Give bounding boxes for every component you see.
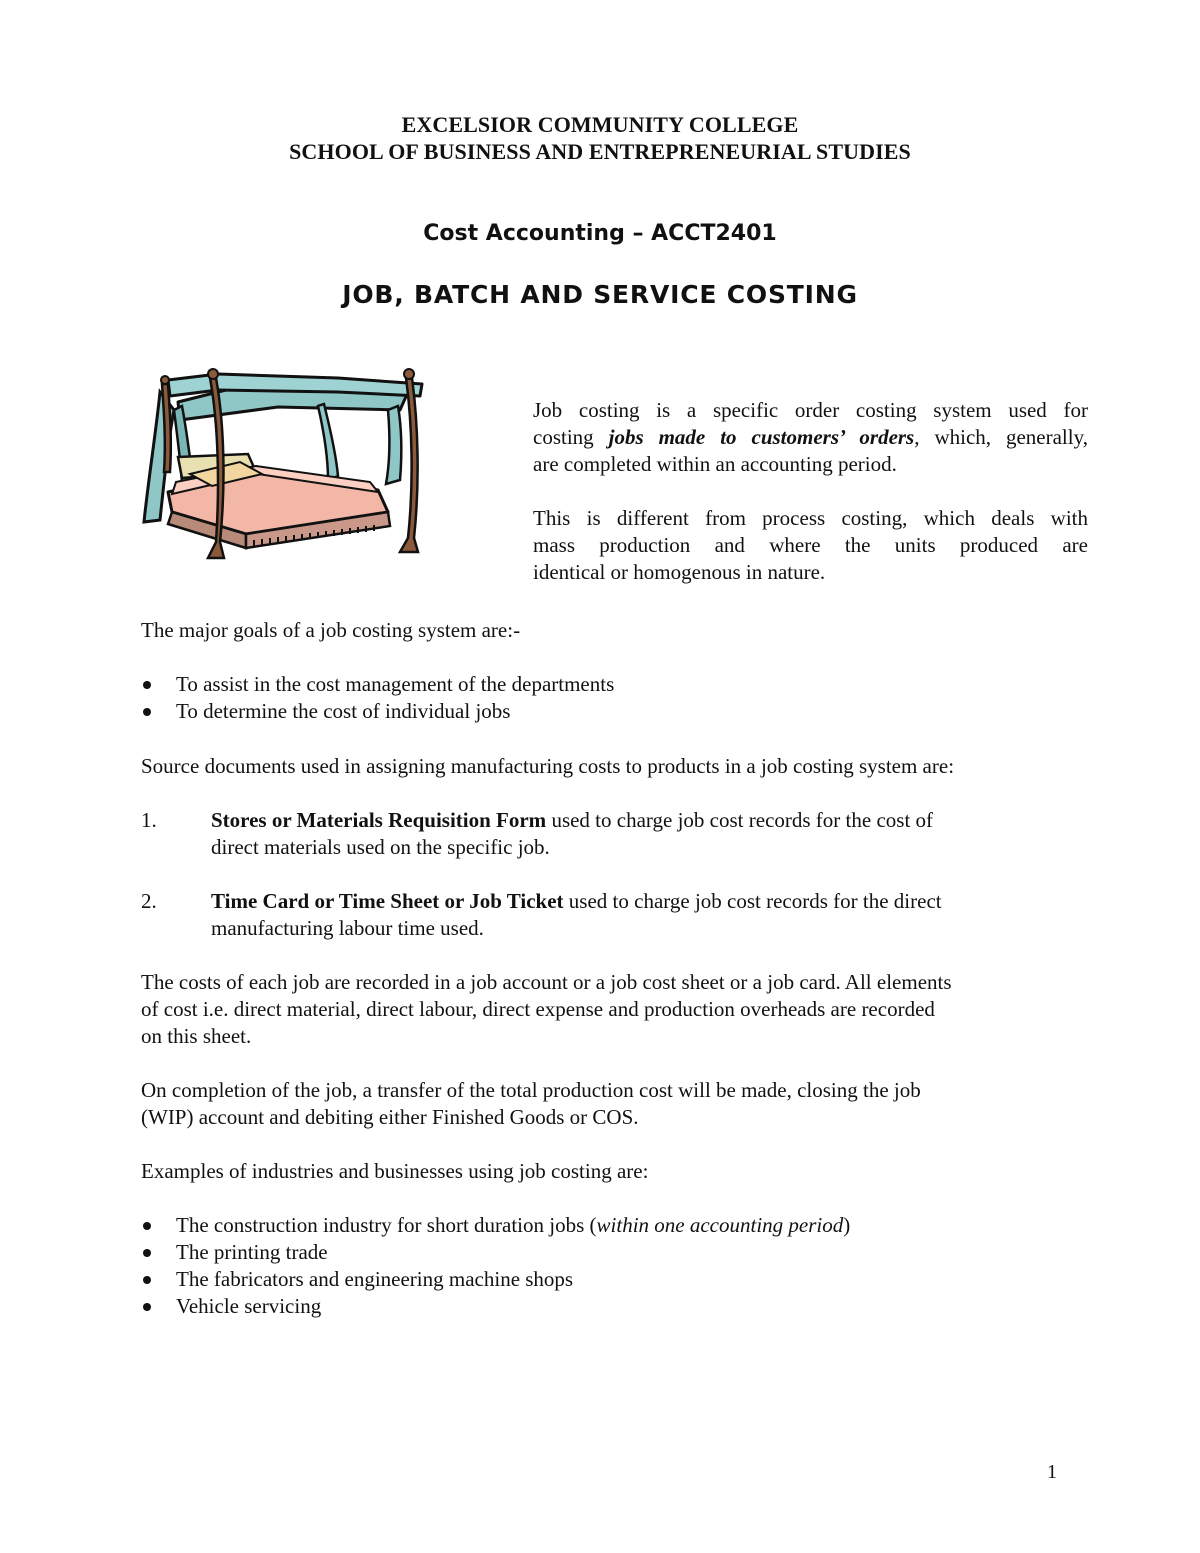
- page-number: 1: [1047, 1461, 1057, 1483]
- item-text: used to charge job cost records for the direct: [563, 889, 942, 913]
- goals-list: [141, 671, 614, 725]
- item-text: used to charge job cost records for the cost of: [546, 808, 934, 832]
- emphasis-text: within one accounting period: [596, 1213, 844, 1237]
- list-item-text: To assist in the cost management of the departments: [176, 672, 615, 696]
- institution-name: EXCELSIOR COMMUNITY COLLEGE: [401, 112, 799, 137]
- topic-title: JOB, BATCH AND SERVICE COSTING: [342, 280, 858, 309]
- item-number: 1.: [141, 808, 157, 832]
- list-item-text: The printing trade: [176, 1240, 328, 1264]
- emphasis-text: jobs made to customers’ orders: [608, 425, 915, 449]
- numbered-item: [141, 807, 1061, 861]
- intro-line: are completed within an accounting period.: [533, 452, 897, 476]
- bullet-icon: [143, 1249, 151, 1257]
- item-title: Stores or Materials Requisition Form: [211, 808, 547, 832]
- paragraph-line: (WIP) account and debiting either Finished Goods or COS.: [141, 1105, 639, 1129]
- list-item: [141, 1293, 850, 1320]
- list-item-text: ): [843, 1213, 851, 1237]
- bullet-icon: [143, 681, 151, 689]
- numbered-item: [141, 888, 1061, 942]
- list-item-text: To determine the cost of individual jobs: [176, 699, 511, 723]
- examples-list: [141, 1212, 850, 1320]
- examples-heading: Examples of industries and businesses using job costing are:: [141, 1159, 649, 1183]
- intro-line: identical or homogenous in nature.: [533, 560, 826, 584]
- goals-heading: The major goals of a job costing system are:-: [141, 618, 521, 642]
- item-number: 2.: [141, 889, 157, 913]
- course-title: Cost Accounting – ACCT2401: [423, 221, 777, 246]
- intro-line: This is different from process costing, which deals with: [533, 506, 1088, 530]
- bullet-icon: [143, 1276, 151, 1284]
- paragraph-line: The costs of each job are recorded in a job account or a job cost sheet or a job card. All elements: [141, 970, 952, 994]
- intro-paragraph-2: [533, 505, 1088, 586]
- paragraph-line: of cost i.e. direct material, direct labour, direct expense and production overheads are recorded: [141, 997, 935, 1021]
- list-item: [141, 1266, 850, 1293]
- intro-text: costing: [533, 425, 609, 449]
- list-item: [141, 671, 614, 698]
- intro-line: [533, 424, 1088, 451]
- costs-paragraph: [141, 969, 1081, 1050]
- bullet-icon: [143, 1303, 151, 1311]
- completion-paragraph: [141, 1077, 1081, 1131]
- source-docs-heading: Source documents used in assigning manufacturing costs to products in a job costing system are:: [141, 754, 955, 778]
- item-text: direct materials used on the specific job.: [211, 835, 550, 859]
- bullet-icon: [143, 1222, 151, 1230]
- intro-text: , which, generally,: [914, 425, 1088, 449]
- list-item: [141, 1212, 850, 1239]
- list-item-text: Vehicle servicing: [176, 1294, 322, 1318]
- list-item: [141, 698, 614, 725]
- list-item: [141, 1239, 850, 1266]
- list-item-text: The construction industry for short duration jobs (: [176, 1213, 597, 1237]
- intro-line: mass production and where the units produced are: [533, 533, 1088, 557]
- paragraph-line: On completion of the job, a transfer of the total production cost will be made, closing the job: [141, 1078, 921, 1102]
- item-title: Time Card or Time Sheet or Job Ticket: [211, 889, 564, 913]
- item-text: manufacturing labour time used.: [211, 916, 484, 940]
- intro-line: Job costing is a specific order costing system used for: [533, 398, 1088, 422]
- intro-paragraph-1: [533, 397, 1088, 478]
- paragraph-line: on this sheet.: [141, 1024, 252, 1048]
- canopy-bed-icon: [138, 362, 434, 574]
- list-item-text: The fabricators and engineering machine shops: [176, 1267, 574, 1291]
- school-name: SCHOOL OF BUSINESS AND ENTREPRENEURIAL STUDIES: [289, 139, 911, 164]
- bullet-icon: [143, 708, 151, 716]
